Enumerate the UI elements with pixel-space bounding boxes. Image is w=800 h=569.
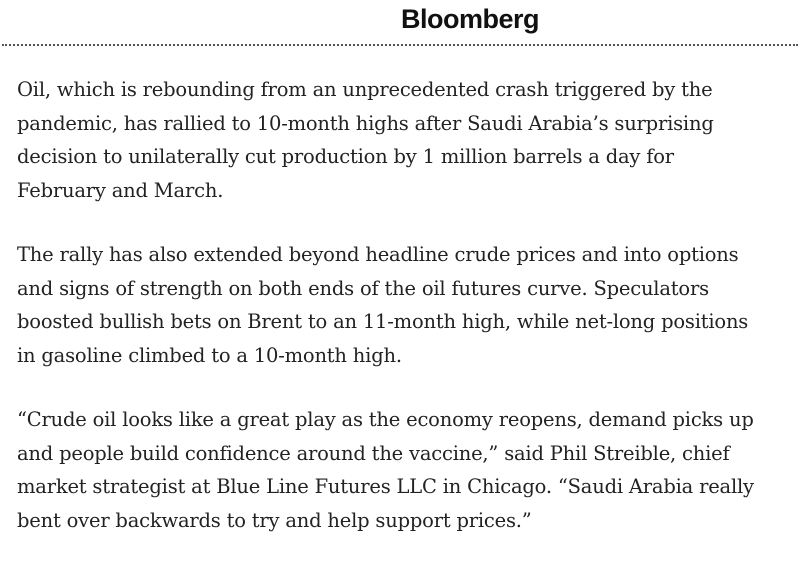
article-paragraph-2: The rally has also extended beyond headline crude prices and into options and signs of strength on both ends of the oil futures curve. Speculators boosted bullish bets on Brent to an 11-month high, while net-long positions in gasoline climbed to a 10-month high. <box>17 243 749 367</box>
bloomberg-logo[interactable]: Bloomberg <box>400 4 539 34</box>
article-paragraph-1: Oil, which is rebounding from an unprecedented crash triggered by the pandemic, has rallied to 10-month highs after Saudi Arabia’s surprising decision to unilaterally cut production by 1 million barrels a day for February and March. <box>17 78 714 202</box>
dotted-divider <box>2 44 798 46</box>
article-paragraph-3: “Crude oil looks like a great play as the economy reopens, demand picks up and people build confidence around the vaccine,” said Phil Streible, chief market strategist at Blue Line Futures LLC in Chicago. “Saudi Arabia really bent over backwards to try and help support prices.” <box>17 408 754 532</box>
article-body <box>17 73 787 568</box>
masthead <box>0 0 800 46</box>
